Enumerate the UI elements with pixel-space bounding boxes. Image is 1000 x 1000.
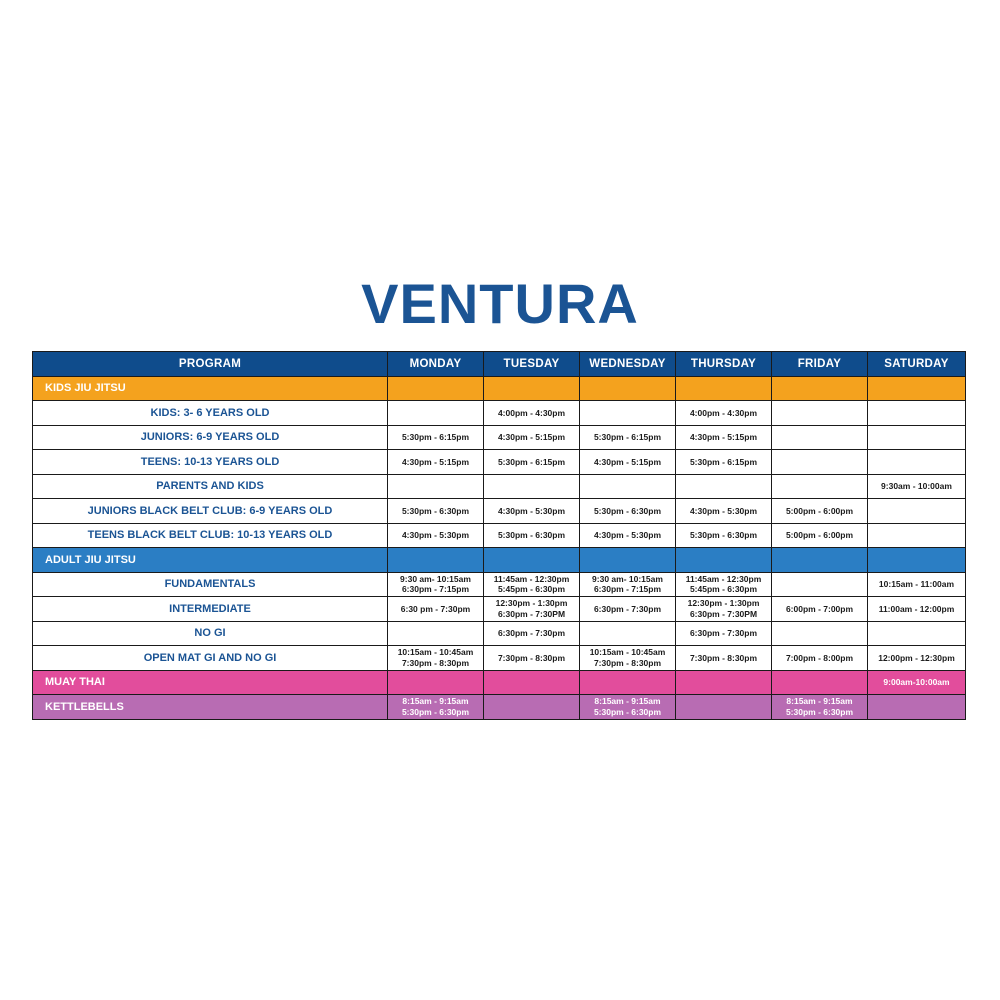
time-cell [676,450,772,475]
time-cell [580,401,676,426]
time-slot: 5:30pm - 6:30pm [593,505,662,516]
time-slot: 5:30pm - 6:30pm [785,706,854,717]
time-slot: 4:30pm - 5:30pm [593,530,662,540]
time-cell [484,572,580,597]
time-cell [580,572,676,597]
program-name: NO GI [33,621,388,646]
time-cell [772,523,868,548]
table-row [33,401,966,426]
time-cell [580,450,676,475]
time-slot: 4:00pm - 4:30pm [497,407,566,418]
time-slot: 6:30pm - 7:30PM [497,608,566,619]
time-cell [772,425,868,450]
time-slot: 4:30pm - 5:30pm [401,530,470,540]
time-cell [580,597,676,622]
section-time-cell [388,670,484,695]
program-name: KIDS: 3- 6 YEARS OLD [33,401,388,426]
time-cell [580,523,676,548]
program-name: INTERMEDIATE [33,597,388,622]
time-cell [580,425,676,450]
time-cell [868,401,966,426]
section-time-cell [388,376,484,401]
time-cell [772,450,868,475]
time-cell [868,621,966,646]
time-slot: 6:30pm - 7:30PM [689,608,758,619]
header-row [33,352,966,377]
section-label: KETTLEBELLS [33,695,388,720]
time-cell [676,401,772,426]
time-cell [484,621,580,646]
time-cell [388,499,484,524]
time-slot: 4:30pm - 5:30pm [689,505,758,516]
time-slot: 9:30 am- 10:15am [592,573,663,584]
time-cell [676,646,772,671]
time-cell [772,499,868,524]
table-row [33,474,966,499]
time-cell [676,621,772,646]
header-saturday: SATURDAY [868,352,966,377]
time-cell [676,499,772,524]
time-slot: 5:00pm - 6:00pm [785,530,854,540]
time-slot: 12:00pm - 12:30pm [878,652,955,663]
program-name: JUNIORS: 6-9 YEARS OLD [33,425,388,450]
time-slot: 10:15am - 10:45am [589,647,666,658]
section-time-cell [388,548,484,573]
section-time-cell [868,670,966,695]
program-name: OPEN MAT GI AND NO GI [33,646,388,671]
time-slot: 12:30pm - 1:30pm [495,598,568,609]
time-slot: 4:30pm - 5:30pm [497,505,566,516]
time-slot: 9:30 am- 10:15am [400,573,471,584]
time-slot: 5:30pm - 6:15pm [689,456,758,467]
section-time-cell [484,548,580,573]
section-time-cell [676,548,772,573]
header-tuesday: TUESDAY [484,352,580,377]
time-slot: 7:30pm - 8:30pm [689,652,758,663]
time-cell [484,523,580,548]
time-slot: 6:30pm - 7:30pm [497,628,566,638]
time-slot: 5:30pm - 6:30pm [497,530,566,540]
time-slot: 6:30pm - 7:30pm [593,603,662,614]
time-slot: 5:30pm - 6:15pm [401,432,470,442]
section-time-cell [772,695,868,720]
time-slot: 8:15am - 9:15am [402,696,469,707]
time-slot: 6:30pm - 7:15pm [401,584,470,595]
table-row [33,621,966,646]
time-slot: 4:30pm - 5:15pm [593,456,662,467]
time-cell [676,597,772,622]
section-time-cell [580,376,676,401]
time-cell [388,401,484,426]
time-cell [676,474,772,499]
time-slot: 6:30 pm - 7:30pm [400,603,471,614]
time-slot: 5:45pm - 6:30pm [689,584,758,595]
time-cell [484,425,580,450]
time-slot: 8:15am - 9:15am [786,696,853,707]
section-time-cell [484,670,580,695]
schedule-table [32,351,966,720]
section-adult-jiu-jitsu [33,548,966,573]
time-cell [388,450,484,475]
time-cell [388,646,484,671]
time-slot: 8:15am - 9:15am [594,696,661,707]
time-cell [868,646,966,671]
time-cell [772,401,868,426]
program-name: TEENS: 10-13 YEARS OLD [33,450,388,475]
time-slot: 10:15am - 10:45am [397,647,474,658]
section-time-cell [772,376,868,401]
table-row [33,572,966,597]
table-row [33,646,966,671]
time-cell [484,450,580,475]
time-slot: 7:30pm - 8:30pm [497,652,566,663]
time-cell [388,597,484,622]
section-time-cell [484,376,580,401]
time-cell [388,523,484,548]
time-cell [580,499,676,524]
section-label: MUAY THAI [33,670,388,695]
time-slot: 5:45pm - 6:30pm [497,584,566,595]
time-cell [484,597,580,622]
time-slot: 6:00pm - 7:00pm [785,603,854,614]
time-cell [580,474,676,499]
time-slot: 7:30pm - 8:30pm [593,657,662,668]
time-cell [868,474,966,499]
time-slot: 5:30pm - 6:30pm [593,706,662,717]
time-cell [484,499,580,524]
time-cell [772,572,868,597]
header-friday: FRIDAY [772,352,868,377]
time-slot: 9:00am-10:00am [883,677,950,687]
time-cell [772,597,868,622]
table-row [33,450,966,475]
section-time-cell [772,548,868,573]
time-slot: 4:30pm - 5:15pm [689,432,758,442]
page-title: VENTURA [361,272,639,335]
program-name: JUNIORS BLACK BELT CLUB: 6-9 YEARS OLD [33,499,388,524]
section-time-cell [580,670,676,695]
section-kids-jiu-jitsu [33,376,966,401]
section-time-cell [580,695,676,720]
time-slot: 4:00pm - 4:30pm [689,407,758,418]
time-slot: 5:00pm - 6:00pm [785,505,854,516]
time-slot: 11:45am - 12:30pm [493,573,570,584]
section-time-cell [868,376,966,401]
header-program: PROGRAM [33,352,388,377]
time-slot: 11:45am - 12:30pm [685,573,762,584]
time-cell [676,425,772,450]
section-time-cell [676,670,772,695]
time-cell [580,621,676,646]
time-cell [580,646,676,671]
time-slot: 4:30pm - 5:15pm [497,432,566,442]
time-slot: 6:30pm - 7:30pm [689,628,758,638]
table-row [33,425,966,450]
section-time-cell [484,695,580,720]
time-slot: 5:30pm - 6:15pm [497,456,566,467]
time-slot: 4:30pm - 5:15pm [401,456,470,467]
time-cell [868,572,966,597]
time-cell [772,621,868,646]
schedule-body [33,376,966,719]
time-slot: 7:00pm - 8:00pm [785,652,854,663]
section-time-cell [676,376,772,401]
time-slot: 5:30pm - 6:30pm [401,706,470,717]
time-slot: 12:30pm - 1:30pm [687,598,760,609]
time-cell [772,474,868,499]
time-slot: 5:30pm - 6:30pm [401,505,470,516]
time-slot: 10:15am - 11:00am [878,579,955,589]
section-time-cell [580,548,676,573]
time-cell [484,646,580,671]
table-row [33,499,966,524]
time-slot: 6:30pm - 7:15pm [593,584,662,595]
section-time-cell [868,548,966,573]
time-slot: 5:30pm - 6:15pm [593,432,662,442]
time-cell [484,401,580,426]
header-monday: MONDAY [388,352,484,377]
time-cell [484,474,580,499]
header-wednesday: WEDNESDAY [580,352,676,377]
time-cell [388,425,484,450]
table-row [33,523,966,548]
section-time-cell [388,695,484,720]
time-cell [676,523,772,548]
time-slot: 5:30pm - 6:30pm [689,530,758,540]
section-time-cell [772,670,868,695]
time-slot: 7:30pm - 8:30pm [401,657,470,668]
table-row [33,597,966,622]
section-kettlebells [33,695,966,720]
section-label: ADULT JIU JITSU [33,548,388,573]
time-slot: 11:00am - 12:00pm [878,603,955,614]
program-name: TEENS BLACK BELT CLUB: 10-13 YEARS OLD [33,523,388,548]
section-muay-thai [33,670,966,695]
program-name: PARENTS AND KIDS [33,474,388,499]
time-cell [388,474,484,499]
section-time-cell [868,695,966,720]
time-cell [868,523,966,548]
header-thursday: THURSDAY [676,352,772,377]
program-name: FUNDAMENTALS [33,572,388,597]
time-slot: 9:30am - 10:00am [881,481,952,491]
section-label: KIDS JIU JITSU [33,376,388,401]
time-cell [388,572,484,597]
time-cell [772,646,868,671]
time-cell [388,621,484,646]
section-time-cell [676,695,772,720]
time-cell [868,499,966,524]
time-cell [868,450,966,475]
time-cell [676,572,772,597]
time-cell [868,425,966,450]
time-cell [868,597,966,622]
